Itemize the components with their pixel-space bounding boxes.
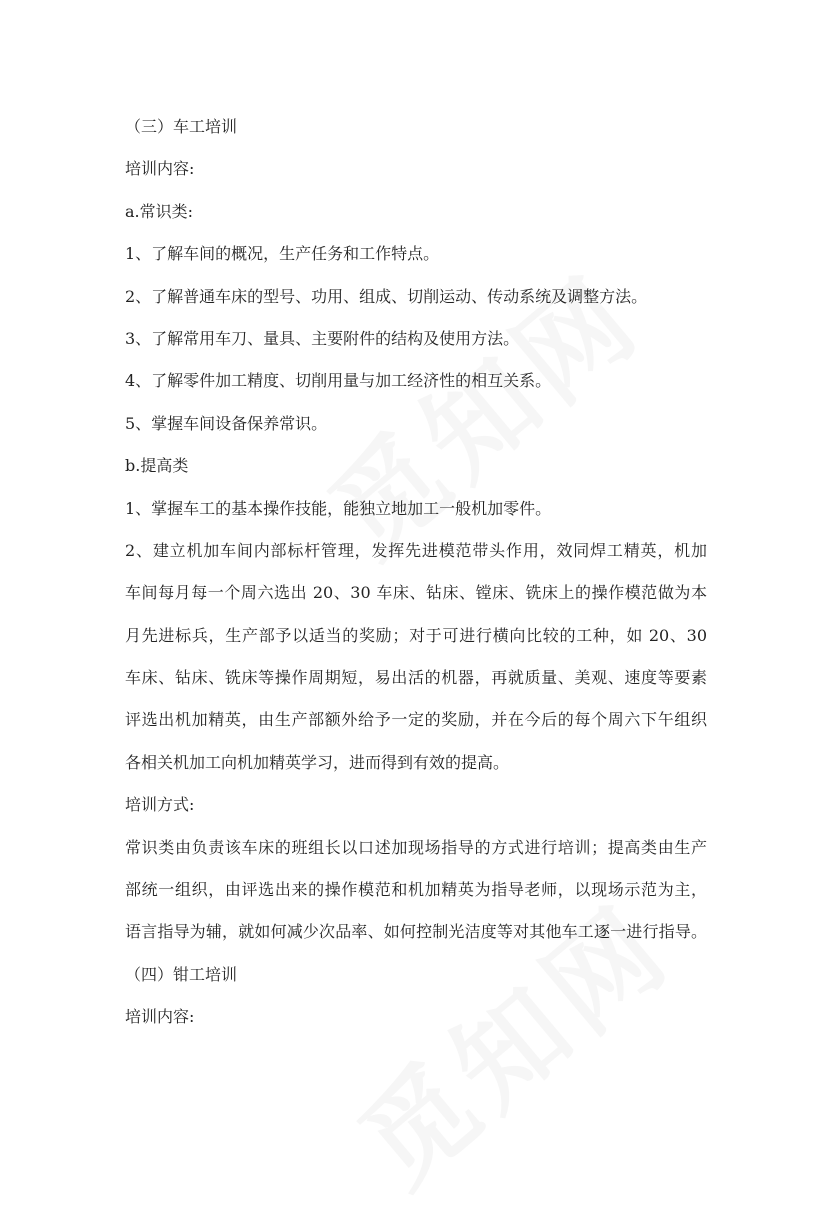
text-line: （四）钳工培训 xyxy=(125,964,238,984)
text-line: 5、掌握车间设备保养常识。 xyxy=(125,413,328,433)
text-line: 培训内容: xyxy=(125,1007,195,1027)
text-line: 培训方式: xyxy=(125,795,195,815)
text-line: 1、掌握车工的基本操作技能，能独立地加工一般机加零件。 xyxy=(125,498,552,518)
text-line: 2、建立机加车间内部标杆管理，发挥先进模范带头作用，效同焊工精英，机加 xyxy=(125,540,707,560)
text-line: 1、了解车间的概况，生产任务和工作特点。 xyxy=(125,244,440,264)
text-line: （三）车工培训 xyxy=(125,117,238,136)
text-line: 部统一组织，由评选出来的操作模范和机加精英为指导老师，以现场示范为主， xyxy=(125,880,707,900)
text-line: 车间每月每一个周六选出 20、30 车床、钻床、镗床、铣床上的操作模范做为本 xyxy=(125,583,707,603)
text-line: 常识类由负责该车床的班组长以口述加现场指导的方式进行培训；提高类由生产 xyxy=(125,837,707,857)
text-line: 4、了解零件加工精度、切削用量与加工经济性的相互关系。 xyxy=(125,371,552,391)
text-line: 各相关机加工向机加精英学习，进而得到有效的提高。 xyxy=(125,752,510,772)
text-line: a.常识类: xyxy=(125,201,194,221)
text-line: 3、了解常用车刀、量具、主要附件的结构及使用方法。 xyxy=(125,328,520,348)
text-line: 车床、钻床、铣床等操作周期短，易出活的机器，再就质量、美观、速度等要素 xyxy=(125,668,707,688)
text-line: 语言指导为辅，就如何减少次品率、如何控制光洁度等对其他车工逐一进行指导。 xyxy=(125,922,707,942)
text-line: 培训内容: xyxy=(125,159,195,179)
text-line: 评选出机加精英，由生产部额外给予一定的奖励，并在今后的每个周六下午组织 xyxy=(125,710,707,730)
document-body xyxy=(125,106,707,1039)
text-line: 2、了解普通车床的型号、功用、组成、切削运动、传动系统及调整方法。 xyxy=(125,286,648,306)
text-line: 月先进标兵，生产部予以适当的奖励；对于可进行横向比较的工种，如 20、30 xyxy=(125,625,707,645)
text-line: b.提高类 xyxy=(125,456,189,476)
